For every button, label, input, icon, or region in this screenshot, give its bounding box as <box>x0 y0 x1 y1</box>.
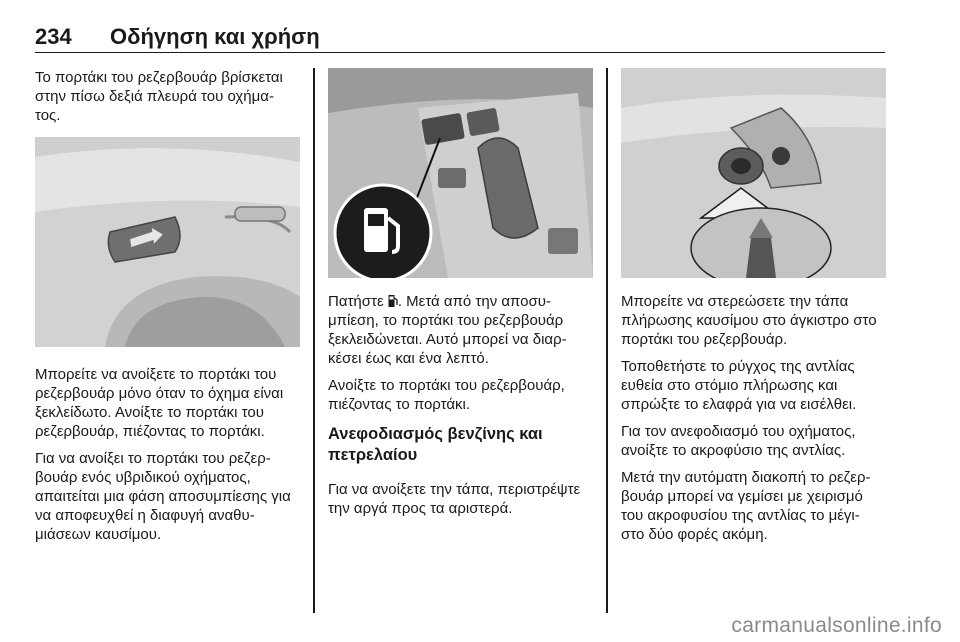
fuel-cap-hook-icon <box>621 68 886 278</box>
column-divider <box>313 68 315 613</box>
column-divider <box>606 68 608 613</box>
fuel-door-location-illustration <box>35 137 300 347</box>
paragraph: Για τον ανεφοδιασμό του οχήματος, ανοίξτε το ακροφύσιο της αντλίας. <box>621 423 856 459</box>
fuel-cap-illustration <box>621 68 886 278</box>
page-header <box>35 18 885 53</box>
console-fuel-button-icon <box>328 68 593 278</box>
paragraph: Το πορτάκι του ρεζερβουάρ βρίσκεται στην πίσω δεξιά πλευρά του οχήμα- τος. <box>35 69 283 124</box>
car-rear-side-icon <box>35 137 300 347</box>
fuel-pump-icon <box>388 294 398 308</box>
paragraph-start: Πατήστε <box>328 293 384 310</box>
column-3 <box>621 68 886 552</box>
column-2 <box>328 68 593 526</box>
paragraph: Μετά την αυτόματη διακοπή το ρεζερ- βουάρ μπορεί να γεμίσει με χειρισμό του ακροφυσίου της αντλίας το μέγι- στο δύο φορές ακόμη. <box>621 469 871 543</box>
paragraph-rest: . Μετά από την αποσυ- μπίεση, το πορτάκι του ρεζερβουάρ ξεκλειδώνεται. Αυτό μπορεί να διαρ- κέσει έως και ένα λεπτό. <box>328 293 567 367</box>
paragraph: Τοποθετήστε το ρύγχος της αντλίας ευθεία στο στόμιο πλήρωσης και σπρώξτε το ελαφρά για να εισέλθει. <box>621 358 857 413</box>
paragraph: Για να ανοίξετε την τάπα, περιστρέψτε την αργά προς τα αριστερά. <box>328 481 581 517</box>
page-number: 234 <box>35 24 72 49</box>
paragraph: Ανοίξτε το πορτάκι του ρεζερβουάρ, πιέζοντας το πορτάκι. <box>328 377 565 413</box>
paragraph: Για να ανοίξει το πορτάκι του ρεζερ- βουάρ ενός υβριδικού οχήματος, απαιτείται μια φάση αποσυμπίεσης για να αποφευχθεί η διαφυγή αναθυ- μιάσεων καυσίμου. <box>35 450 291 543</box>
paragraph: Μπορείτε να στερεώσετε την τάπα πλήρωσης καυσίμου στο άγκιστρο στο πορτάκι του ρεζερβουάρ. <box>621 293 877 348</box>
page-title: Οδήγηση και χρήση <box>110 24 320 49</box>
column-1 <box>35 68 300 552</box>
paragraph: Μπορείτε να ανοίξετε το πορτάκι του ρεζερβουάρ μόνο όταν το όχημα είναι ξεκλείδωτο. Ανοίξτε το πορτάκι του ρεζερβουάρ, πιέζοντας το πορτάκι. <box>35 366 284 440</box>
watermark: carmanualsonline.info <box>731 614 942 637</box>
section-heading: Ανεφοδιασμός βενζίνης και πετρελαίου <box>328 425 543 464</box>
center-console-illustration <box>328 68 593 278</box>
